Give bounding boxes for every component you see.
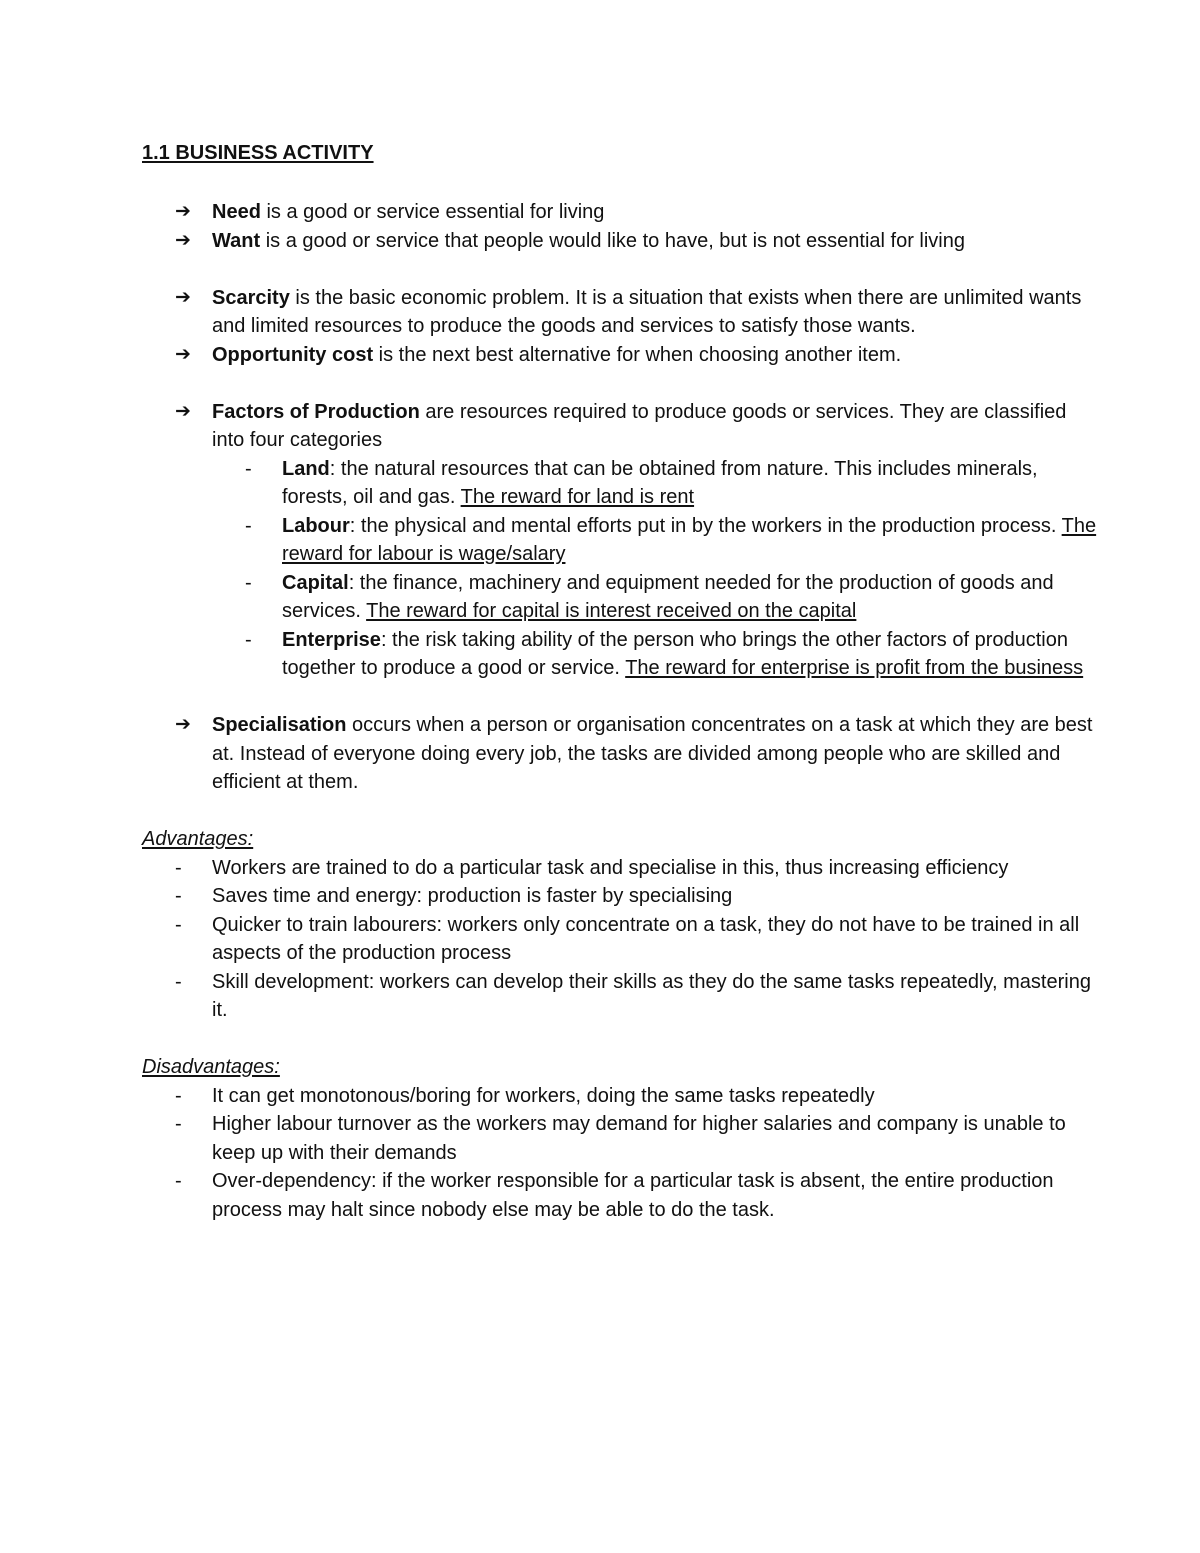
page-title: 1.1 BUSINESS ACTIVITY [142, 142, 374, 164]
factor-reward: The reward for land is rent [460, 486, 695, 508]
dash-bullet: - [245, 571, 252, 594]
dash-bullet: - [175, 970, 182, 993]
disadvantage-text: Over-dependency: if the worker responsible for a particular task is absent, the entire production process may halt since nobody else may be able to do the task. [212, 1170, 1054, 1221]
advantage-item [142, 854, 1102, 883]
advantages-label: Advantages: [142, 828, 254, 850]
document-body [142, 198, 1102, 1224]
advantage-item [142, 968, 1102, 1025]
definition-text: is a good or service essential for living [260, 201, 605, 223]
disadvantage-text: It can get monotonous/boring for workers, doing the same tasks repeatedly [212, 1084, 875, 1107]
dash-bullet: - [245, 457, 252, 480]
definition-opportunity-cost [142, 341, 1102, 370]
disadvantage-item [142, 1110, 1102, 1167]
definition-specialisation [142, 711, 1102, 797]
arrow-icon: ➔ [175, 714, 191, 735]
factor-text: : the natural resources that can be obtained from nature. This includes minerals, forests, oil and gas. [282, 457, 1038, 508]
disadvantage-item [142, 1167, 1102, 1224]
definition-term: Scarcity [212, 286, 290, 309]
definition-factors-of-production [142, 398, 1102, 455]
factor-term: Enterprise [282, 628, 381, 651]
advantages-heading [142, 825, 1102, 854]
dash-bullet: - [175, 913, 182, 936]
advantage-text: Skill development: workers can develop their skills as they do the same tasks repeatedly, mastering it. [212, 970, 1091, 1021]
definition-text: occurs when a person or organisation concentrates on a task at which they are best at. Instead of everyone doing every job, the tasks are divided among people who are skilled and efficient at them. [212, 714, 1093, 793]
definition-term: Want [212, 229, 261, 252]
arrow-icon: ➔ [175, 201, 191, 222]
factor-term: Labour [282, 514, 350, 537]
dash-bullet: - [175, 1084, 182, 1107]
definition-text: is the basic economic problem. It is a situation that exists when there are unlimited wants and limited resources to produce the goods and services to satisfy those wants. [212, 286, 1082, 337]
disadvantages-label: Disadvantages: [142, 1056, 280, 1078]
factor-reward: The reward for labour is wage/salary [282, 514, 1097, 565]
factor-text: : the finance, machinery and equipment needed for the production of goods and services. [282, 571, 1054, 622]
advantage-item [142, 911, 1102, 968]
arrow-icon: ➔ [175, 286, 191, 308]
factor-item-capital [142, 569, 1102, 626]
factor-reward: The reward for enterprise is profit from the business [625, 657, 1084, 679]
advantage-text: Saves time and energy: production is faster by specialising [212, 885, 733, 907]
factor-reward: The reward for capital is interest received on the capital [366, 600, 857, 622]
factor-term: Capital [282, 571, 349, 594]
definition-term: Opportunity cost [212, 343, 374, 366]
definition-term: Specialisation [212, 714, 347, 736]
factor-item-enterprise [142, 626, 1102, 683]
dash-bullet: - [175, 885, 182, 907]
definition-text: is the next best alternative for when choosing another item. [373, 343, 902, 366]
definition-term: Need [212, 201, 261, 223]
factor-term: Land [282, 457, 330, 480]
definition-text: is a good or service that people would like to have, but is not essential for living [260, 229, 965, 252]
factor-text: : the risk taking ability of the person who brings the other factors of production together to produce a good or service. [282, 628, 1068, 679]
dash-bullet: - [175, 1113, 182, 1135]
arrow-icon: ➔ [175, 229, 191, 251]
definition-need [142, 198, 1102, 227]
dash-bullet: - [175, 1170, 182, 1192]
disadvantage-item [142, 1082, 1102, 1111]
definition-scarcity [142, 284, 1102, 341]
factor-item-land [142, 455, 1102, 512]
disadvantage-text: Higher labour turnover as the workers may demand for higher salaries and company is unable to keep up with their demands [212, 1113, 1066, 1164]
advantage-text: Quicker to train labourers: workers only concentrate on a task, they do not have to be trained in all aspects of the production process [212, 913, 1080, 964]
arrow-icon: ➔ [175, 343, 191, 365]
definition-term: Factors of Production [212, 400, 420, 423]
dash-bullet: - [175, 856, 182, 879]
definition-want [142, 227, 1102, 256]
definition-text: are resources required to produce goods or services. They are classified into four categories [212, 400, 1067, 451]
arrow-icon: ➔ [175, 400, 191, 422]
factor-text: : the physical and mental efforts put in by the workers in the production process. [349, 514, 1062, 537]
advantage-item [142, 882, 1102, 911]
dash-bullet: - [245, 628, 252, 651]
disadvantages-heading [142, 1053, 1102, 1082]
factor-item-labour [142, 512, 1102, 569]
advantage-text: Workers are trained to do a particular task and specialise in this, thus increasing efficiency [212, 856, 1009, 879]
dash-bullet: - [245, 514, 252, 537]
